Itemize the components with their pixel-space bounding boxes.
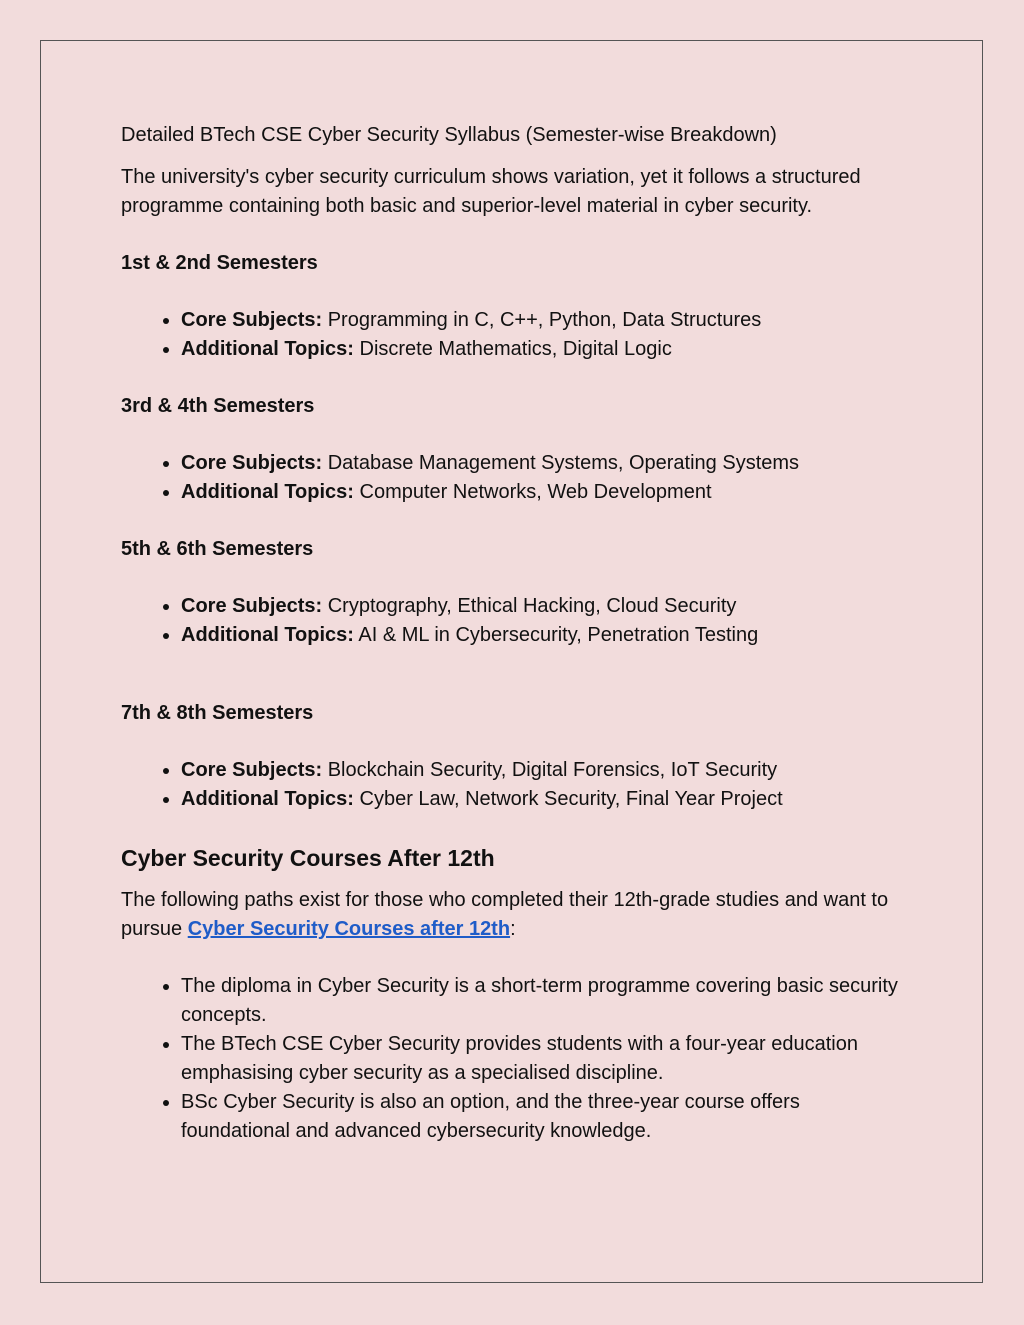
additional-value: Cyber Law, Network Security, Final Year Project xyxy=(353,788,783,810)
courses-heading: Cyber Security Courses After 12th xyxy=(121,845,495,871)
core-value: Cryptography, Ethical Hacking, Cloud Security xyxy=(322,595,737,617)
courses-paragraph-end: : xyxy=(510,918,516,940)
courses-link[interactable]: Cyber Security Courses after 12th xyxy=(187,918,511,940)
additional-value: Discrete Mathematics, Digital Logic xyxy=(353,338,672,360)
core-value: Blockchain Security, Digital Forensics, IoT Security xyxy=(322,759,778,781)
list-item xyxy=(181,756,911,785)
core-label: Core Subjects: xyxy=(181,759,323,781)
document-heading: Detailed BTech CSE Cyber Security Syllabus (Semester-wise Breakdown) xyxy=(121,124,777,146)
core-label: Core Subjects: xyxy=(181,452,323,474)
semester-title-1-2: 1st & 2nd Semesters xyxy=(121,252,318,274)
document-body xyxy=(121,121,911,1146)
core-value: Programming in C, C++, Python, Data Structures xyxy=(322,309,762,331)
additional-label: Additional Topics: xyxy=(181,481,354,503)
semester-list-3-4 xyxy=(121,449,911,507)
list-item: • BSc Cyber Security is also an option, and the three-year course offers foundational and advanced cybersecurity knowledge. xyxy=(181,1088,911,1146)
additional-value: AI & ML in Cybersecurity, Penetration Testing xyxy=(353,624,759,646)
list-item: • The diploma in Cyber Security is a short-term programme covering basic security concepts. xyxy=(181,972,911,1030)
additional-label: Additional Topics: xyxy=(181,338,354,360)
list-item xyxy=(181,785,911,814)
additional-value: Computer Networks, Web Development xyxy=(353,481,712,503)
intro-paragraph: The university's cyber security curriculum shows variation, yet it follows a structured programme containing both basic and superior-level material in cyber security. xyxy=(121,166,861,217)
core-label: Core Subjects: xyxy=(181,309,323,331)
core-label: Core Subjects: xyxy=(181,595,323,617)
list-item xyxy=(181,621,911,650)
additional-label: Additional Topics: xyxy=(181,624,354,646)
core-value: Database Management Systems, Operating Systems xyxy=(322,452,800,474)
semester-title-3-4: 3rd & 4th Semesters xyxy=(121,395,315,417)
courses-list xyxy=(121,972,911,1146)
semester-list-5-6 xyxy=(121,592,911,650)
list-item: • The BTech CSE Cyber Security provides students with a four-year education emphasising cyber security as a specialised discipline. xyxy=(181,1030,911,1088)
courses-paragraph-text: The following paths exist for those who completed their 12th-grade studies and want to pursue xyxy=(121,889,889,940)
semester-list-1-2 xyxy=(121,306,911,364)
additional-label: Additional Topics: xyxy=(181,788,354,810)
list-item xyxy=(181,478,911,507)
semester-list-7-8 xyxy=(121,756,911,814)
list-item xyxy=(181,306,911,335)
semester-title-5-6: 5th & 6th Semesters xyxy=(121,538,314,560)
list-item xyxy=(181,449,911,478)
list-item xyxy=(181,335,911,364)
list-item xyxy=(181,592,911,621)
semester-title-7-8: 7th & 8th Semesters xyxy=(121,702,314,724)
courses-paragraph xyxy=(121,886,911,944)
